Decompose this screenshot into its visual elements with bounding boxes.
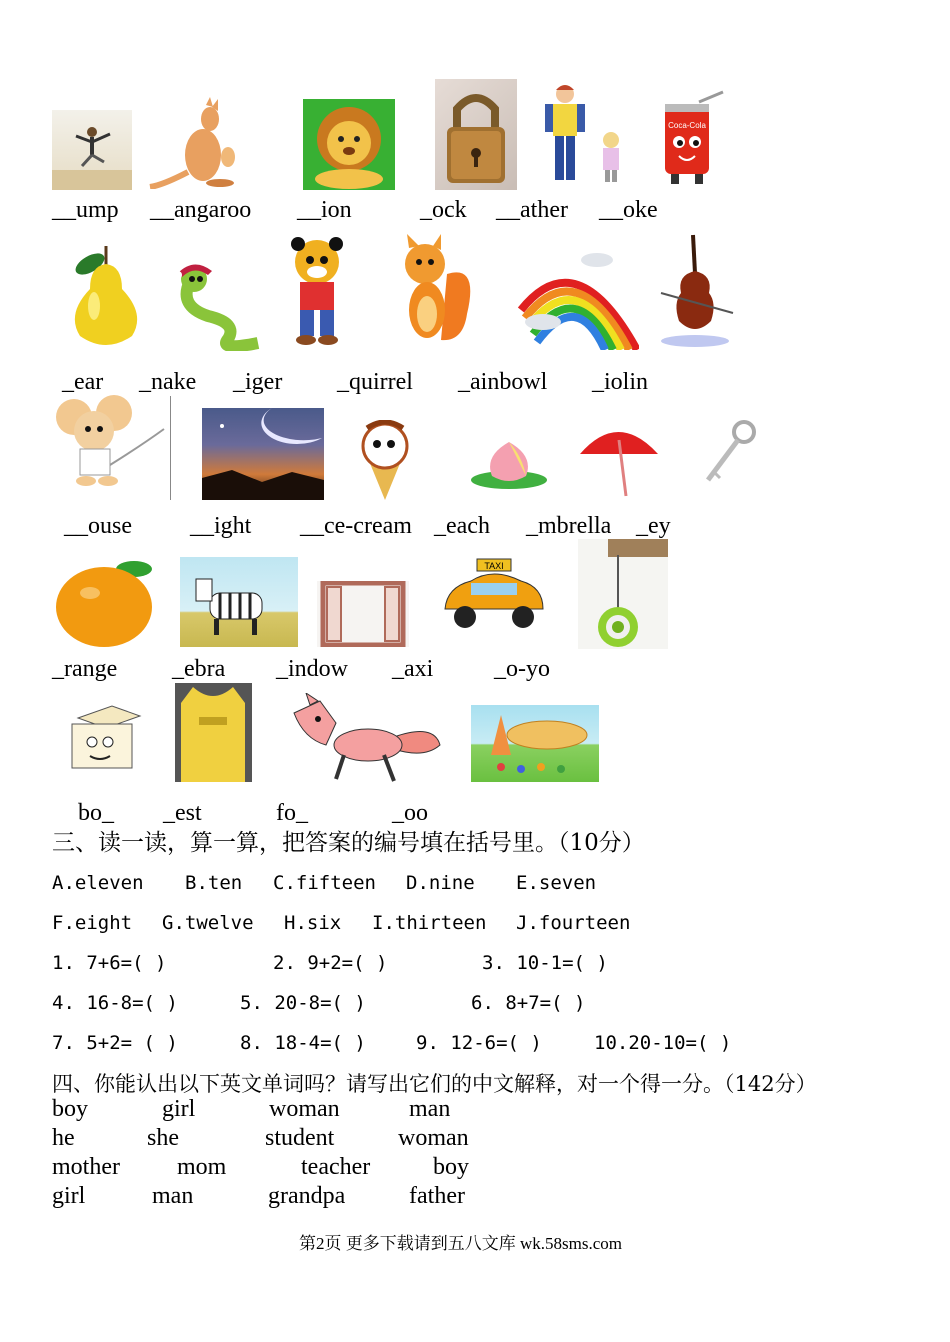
- option-c: C.fifteen: [273, 872, 376, 894]
- word-coke: __oke: [599, 197, 658, 223]
- vocab-word: grandpa: [268, 1183, 346, 1209]
- section4-title: 四、你能认出以下英文单词吗？请写出它们的中文解释，对一个得一分。（142分）: [52, 1072, 817, 1096]
- word-kangaroo: __angaroo: [150, 197, 252, 223]
- vocab-word: mother: [52, 1154, 120, 1180]
- question-1: 1. 7+6=( ): [52, 952, 167, 974]
- question-9: 9. 12-6=( ): [416, 1032, 542, 1054]
- word-peach: _each: [434, 513, 490, 539]
- jump-picture: [52, 110, 132, 190]
- word-orange: _range: [52, 656, 118, 682]
- vocab-word: woman: [398, 1125, 469, 1151]
- option-j: J.fourteen: [516, 912, 631, 934]
- umbrella-picture: [578, 420, 660, 498]
- coke-can-picture: [651, 90, 731, 186]
- word-window: _indow: [276, 656, 348, 682]
- word-violin: _iolin: [592, 369, 649, 395]
- word-tiger: _iger: [233, 369, 283, 395]
- word-squirrel: _quirrel: [337, 369, 413, 395]
- word-box: bo_: [78, 800, 114, 826]
- vocab-word: girl: [162, 1096, 196, 1122]
- lock-picture: [435, 79, 517, 190]
- vocab-word: student: [265, 1125, 335, 1151]
- vocab-word: man: [152, 1183, 194, 1209]
- word-lock: _ock: [420, 197, 467, 223]
- option-b: B.ten: [185, 872, 243, 894]
- word-umbrella: _mbrella: [526, 513, 612, 539]
- kangaroo-picture: [148, 97, 258, 189]
- option-d: D.nine: [406, 872, 475, 894]
- question-5: 5. 20-8=( ): [240, 992, 366, 1014]
- father-daughter-picture: [535, 80, 635, 188]
- option-f: F.eight: [52, 912, 133, 934]
- question-10: 10.20-10=( ): [594, 1032, 732, 1054]
- option-e: E.seven: [516, 872, 597, 894]
- night-sky-picture: [202, 408, 324, 500]
- word-fox: fo_: [276, 800, 308, 826]
- vest-picture: [175, 683, 252, 782]
- window-picture: [317, 581, 409, 647]
- vocab-word: she: [147, 1125, 179, 1151]
- section3-title: 三、读一读，算一算，把答案的编号填在括号里。（10分）: [52, 830, 645, 856]
- word-house: __ouse: [64, 513, 132, 539]
- word-ice-cream: __ce-cream: [300, 513, 412, 539]
- question-3: 3. 10-1=( ): [482, 952, 608, 974]
- peach-picture: [466, 436, 552, 492]
- vocab-word: girl: [52, 1183, 86, 1209]
- yo-yo-picture: [578, 539, 668, 649]
- lion-picture: [303, 99, 395, 190]
- vocab-word: father: [409, 1183, 465, 1209]
- question-2: 2. 9+2=( ): [273, 952, 388, 974]
- vocab-word: boy: [433, 1154, 469, 1180]
- option-g: G.twelve: [162, 912, 254, 934]
- orange-picture: [52, 557, 157, 649]
- word-yo-yo: _o-yo: [494, 656, 550, 682]
- option-i: I.thirteen: [372, 912, 487, 934]
- coke-label: Coca-Cola: [668, 121, 706, 130]
- word-jump: __ump: [52, 197, 119, 223]
- squirrel-picture: [397, 234, 475, 349]
- tiger-picture: [282, 236, 352, 348]
- word-zebra: _ebra: [172, 656, 226, 682]
- rainbow-picture: [517, 250, 639, 350]
- page-footer: 第2页 更多下载请到五八文库 wk.58sms.com: [299, 1234, 622, 1253]
- mouse-picture: [52, 395, 168, 490]
- zoo-picture: [471, 705, 599, 782]
- word-lion: __ion: [297, 197, 352, 223]
- word-zoo: _oo: [392, 800, 428, 826]
- taxi-picture: [441, 557, 546, 632]
- box-picture: [66, 698, 144, 773]
- ice-cream-picture: [355, 420, 415, 502]
- word-rainbow: _ainbowl: [458, 369, 548, 395]
- vocab-word: woman: [269, 1096, 340, 1122]
- key-picture: [700, 416, 760, 486]
- word-pear: _ear: [62, 369, 104, 395]
- divider-line: [170, 396, 171, 500]
- vocab-word: man: [409, 1096, 451, 1122]
- violin-picture: [655, 233, 739, 348]
- option-h: H.six: [284, 912, 342, 934]
- vocab-word: teacher: [301, 1154, 371, 1180]
- vocab-word: boy: [52, 1096, 88, 1122]
- taxi-sign: TAXI: [484, 561, 504, 571]
- vocab-word: mom: [177, 1154, 227, 1180]
- question-6: 6. 8+7=( ): [471, 992, 586, 1014]
- pear-picture: [60, 244, 150, 349]
- fox-picture: [284, 693, 444, 785]
- question-8: 8. 18-4=( ): [240, 1032, 366, 1054]
- word-snake: _nake: [139, 369, 197, 395]
- snake-picture: [168, 261, 263, 351]
- word-vest: _est: [163, 800, 202, 826]
- word-father: __ather: [496, 197, 568, 223]
- option-a: A.eleven: [52, 872, 144, 894]
- word-night: __ight: [190, 513, 252, 539]
- zebra-picture: [180, 557, 298, 647]
- question-7: 7. 5+2= ( ): [52, 1032, 178, 1054]
- question-4: 4. 16-8=( ): [52, 992, 178, 1014]
- word-key: _ey: [636, 513, 671, 539]
- word-taxi: _axi: [392, 656, 434, 682]
- vocab-word: he: [52, 1125, 75, 1151]
